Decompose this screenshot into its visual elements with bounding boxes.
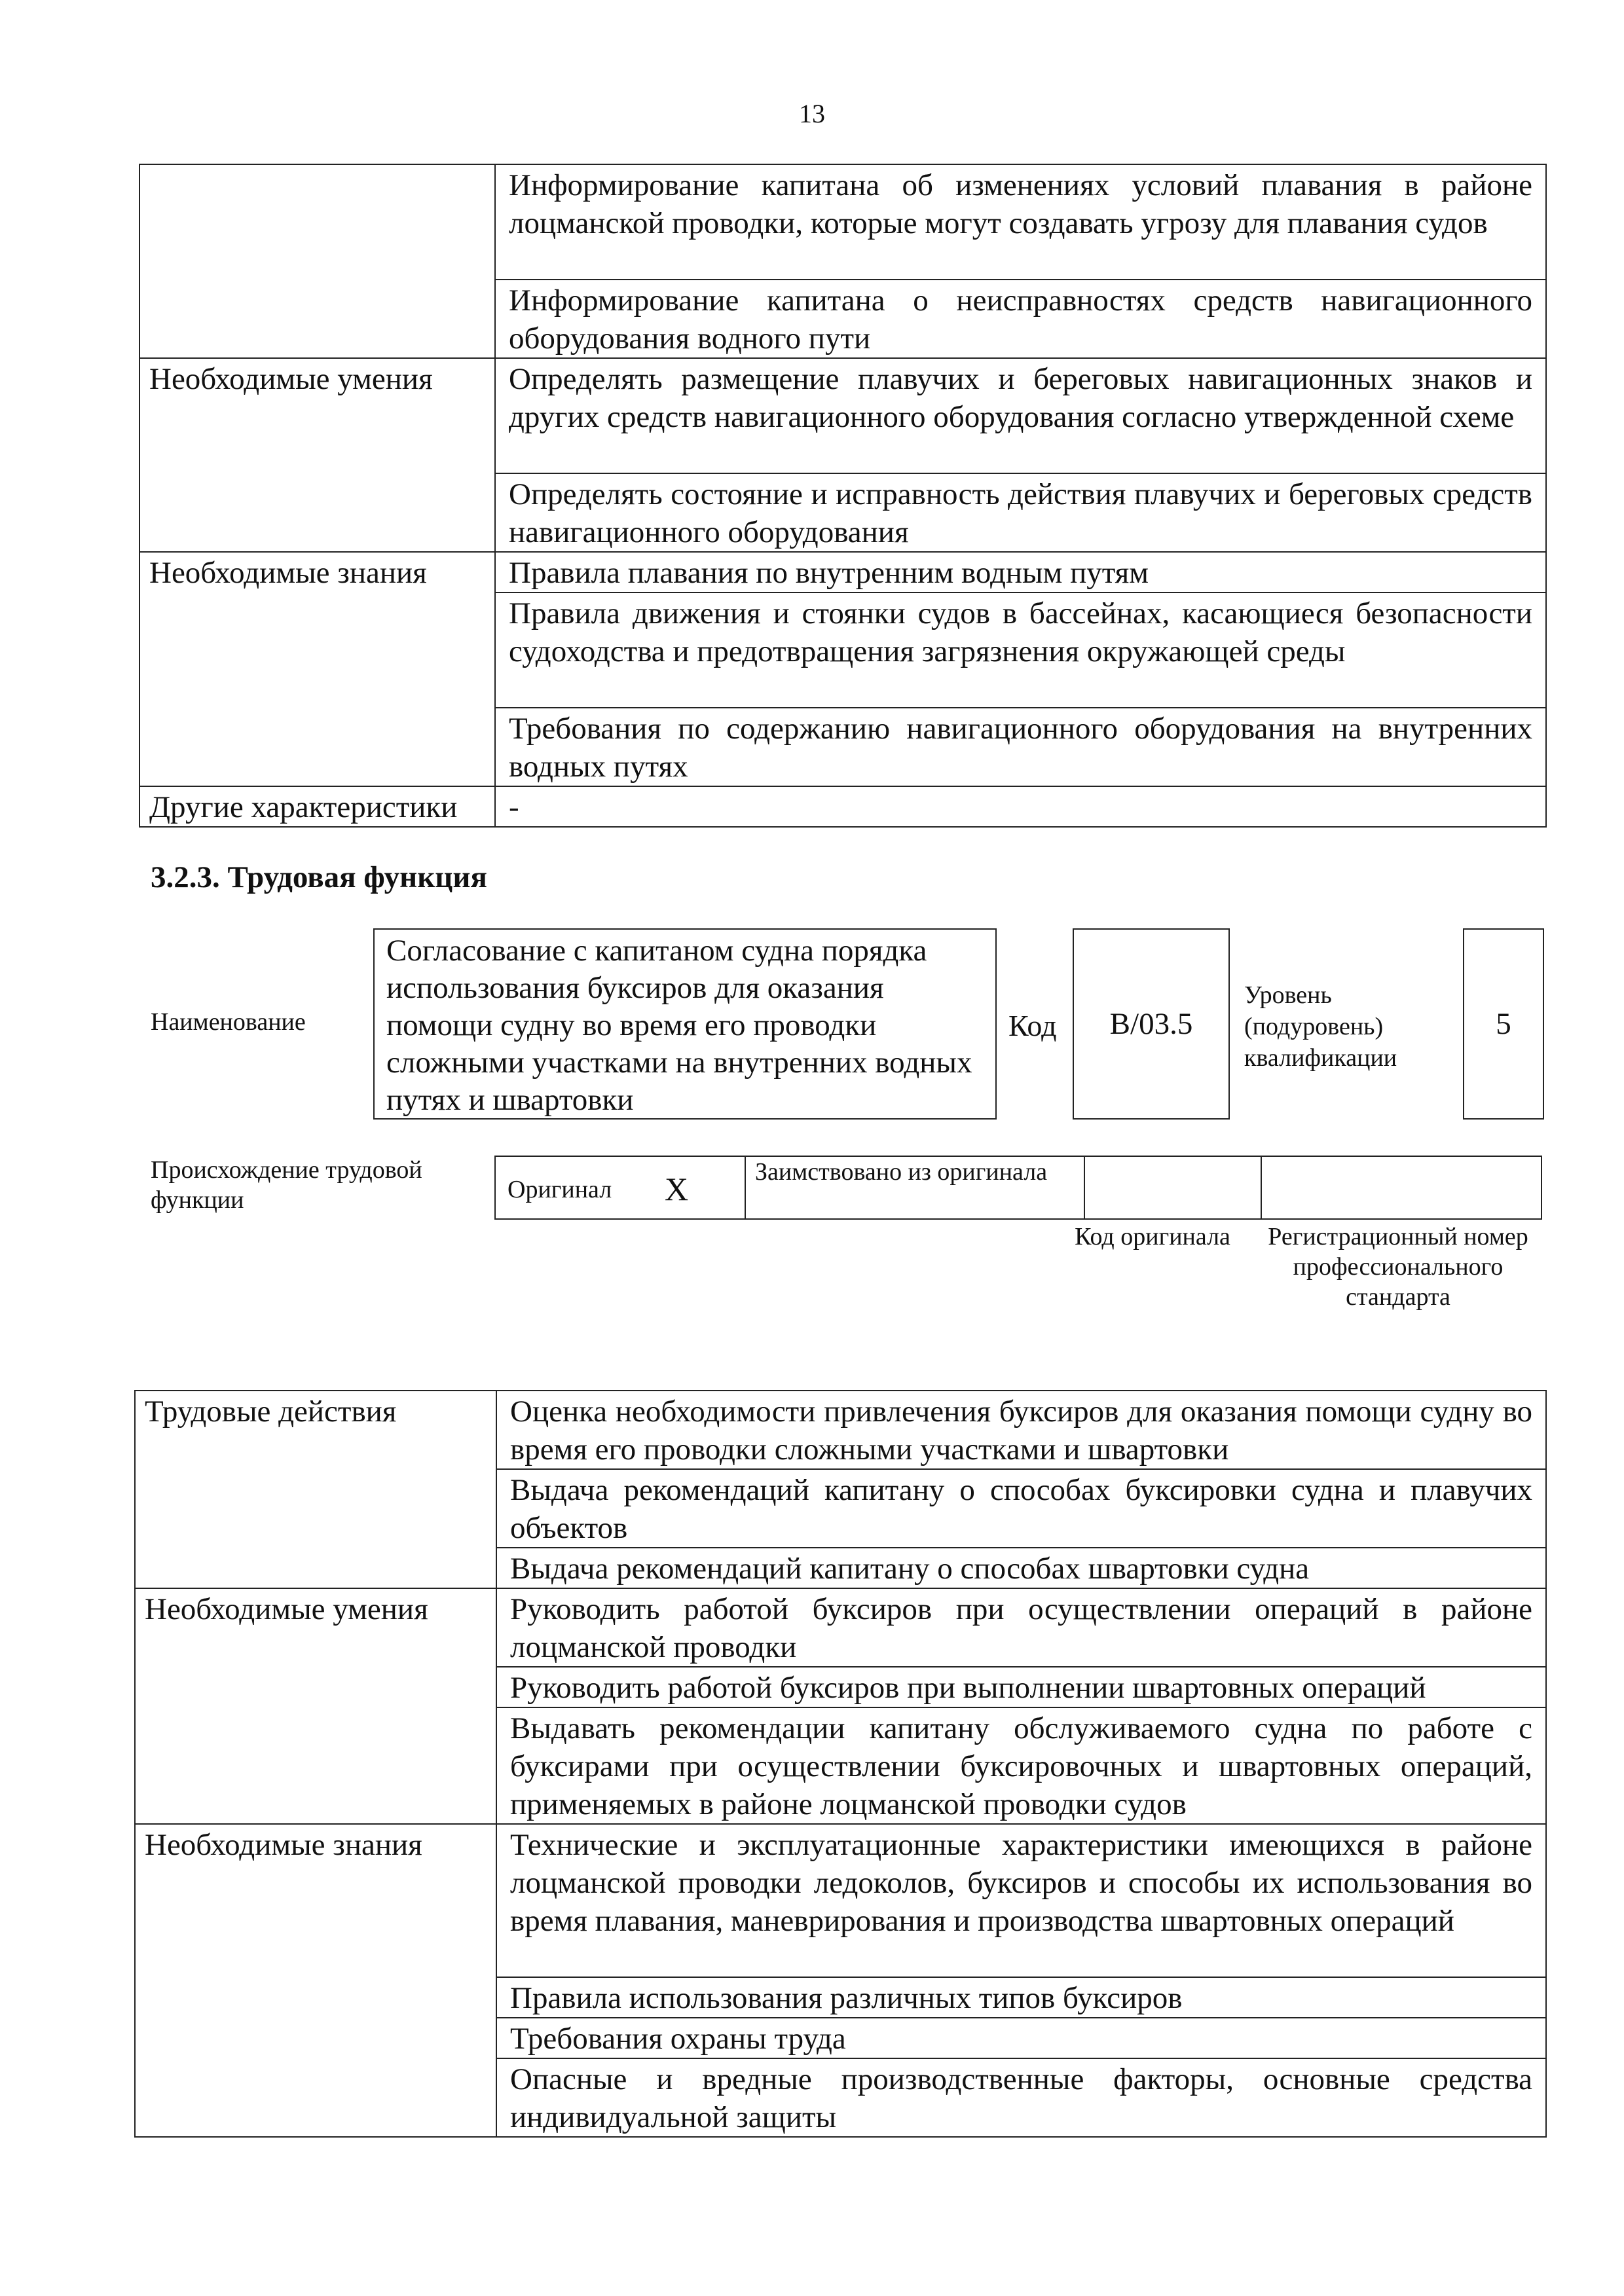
section-heading: 3.2.3. Трудовая функция xyxy=(151,860,487,894)
row-label: Необходимые знания xyxy=(139,552,495,786)
borrowed-label: Заимствовано из оригинала xyxy=(755,1158,1048,1186)
name-label: Наименование xyxy=(151,1008,306,1036)
table-row xyxy=(139,786,1546,827)
table-row xyxy=(139,552,1546,592)
table-cell: Технические и эксплуатационные характеристики имеющихся в районе лоцманской проводки ледоколов, буксиров и способы их использования во время плавания, маневрирования и производства швартовных операций xyxy=(496,1824,1546,1977)
row-label: Необходимые умения xyxy=(135,1588,496,1824)
table-cell: Требования охраны труда xyxy=(496,2018,1546,2058)
code-label: Код xyxy=(1008,1009,1057,1042)
row-label xyxy=(139,164,495,358)
table-cell: Оценка необходимости привлечения буксиров для оказания помощи судну во время его проводки сложными участками и швартовки xyxy=(496,1391,1546,1469)
table-cell: Определять размещение плавучих и береговых навигационных знаков и других средств навигационного оборудования согласно утвержденной схеме xyxy=(495,358,1546,473)
table-cell: Требования по содержанию навигационного оборудования на внутренних водных путях xyxy=(495,708,1546,786)
origin-borrowed-cell xyxy=(746,1157,1085,1218)
function-code-box: B/03.5 xyxy=(1073,928,1230,1120)
table-row xyxy=(135,1588,1546,1667)
level-label: Уровень (подуровень) квалификации xyxy=(1244,981,1397,1072)
row-label: Необходимые знания xyxy=(135,1824,496,2137)
table-row xyxy=(135,1391,1546,1469)
table-cell: Выдача рекомендаций капитану о способах буксировки судна и плавучих объектов xyxy=(496,1469,1546,1548)
table-cell: Выдавать рекомендации капитану обслуживаемого судна по работе с буксирами при осуществлении буксировочных и швартовных операций, применяемых в районе лоцманской проводки судов xyxy=(496,1707,1546,1824)
qualification-level-box: 5 xyxy=(1463,928,1544,1120)
code-original-caption: Код оригинала xyxy=(1075,1223,1230,1250)
table-row xyxy=(135,1824,1546,1977)
table-cell: Информирование капитана об изменениях условий плавания в районе лоцманской проводки, которые могут создавать угрозу для плавания судов xyxy=(495,164,1546,280)
row-label: Необходимые умения xyxy=(139,358,495,552)
origin-code-cell xyxy=(1085,1157,1262,1218)
origin-original-cell xyxy=(496,1157,746,1218)
original-label: Оригинал xyxy=(507,1176,612,1203)
table-cell: Выдача рекомендаций капитану о способах швартовки судна xyxy=(496,1548,1546,1588)
table-row xyxy=(139,358,1546,473)
registration-number-caption: Регистрационный номер профессионального стандарта xyxy=(1268,1223,1528,1311)
row-label: Другие характеристики xyxy=(139,786,495,827)
function-name-box: Согласование с капитаном судна порядка использования буксиров для оказания помощи судну во время его проводки сложными участками на внутренних водных путях и швартовки xyxy=(373,928,997,1120)
table-cell: Руководить работой буксиров при осуществлении операций в районе лоцманской проводки xyxy=(496,1588,1546,1667)
table-cell: - xyxy=(495,786,1546,827)
table-cell: Информирование капитана о неисправностях средств навигационного оборудования водного пути xyxy=(495,280,1546,358)
table-row xyxy=(139,164,1546,280)
page-number: 13 xyxy=(799,99,825,128)
table-cell: Правила использования различных типов буксиров xyxy=(496,1977,1546,2018)
labor-function-table xyxy=(134,1390,1547,2138)
original-mark: X xyxy=(665,1171,689,1207)
table-cell: Опасные и вредные производственные факторы, основные средства индивидуальной защиты xyxy=(496,2058,1546,2137)
table-cell: Правила плавания по внутренним водным путям xyxy=(495,552,1546,592)
row-label: Трудовые действия xyxy=(135,1391,496,1588)
origin-row xyxy=(494,1156,1542,1220)
table-cell: Правила движения и стоянки судов в бассейнах, касающиеся безопасности судоходства и предотвращения загрязнения окружающей среды xyxy=(495,592,1546,708)
table-cell: Определять состояние и исправность действия плавучих и береговых средств навигационного оборудования xyxy=(495,473,1546,552)
origin-label: Происхождение трудовой функции xyxy=(151,1156,422,1214)
table-cell: Руководить работой буксиров при выполнении швартовных операций xyxy=(496,1667,1546,1707)
continuation-table xyxy=(139,164,1547,828)
